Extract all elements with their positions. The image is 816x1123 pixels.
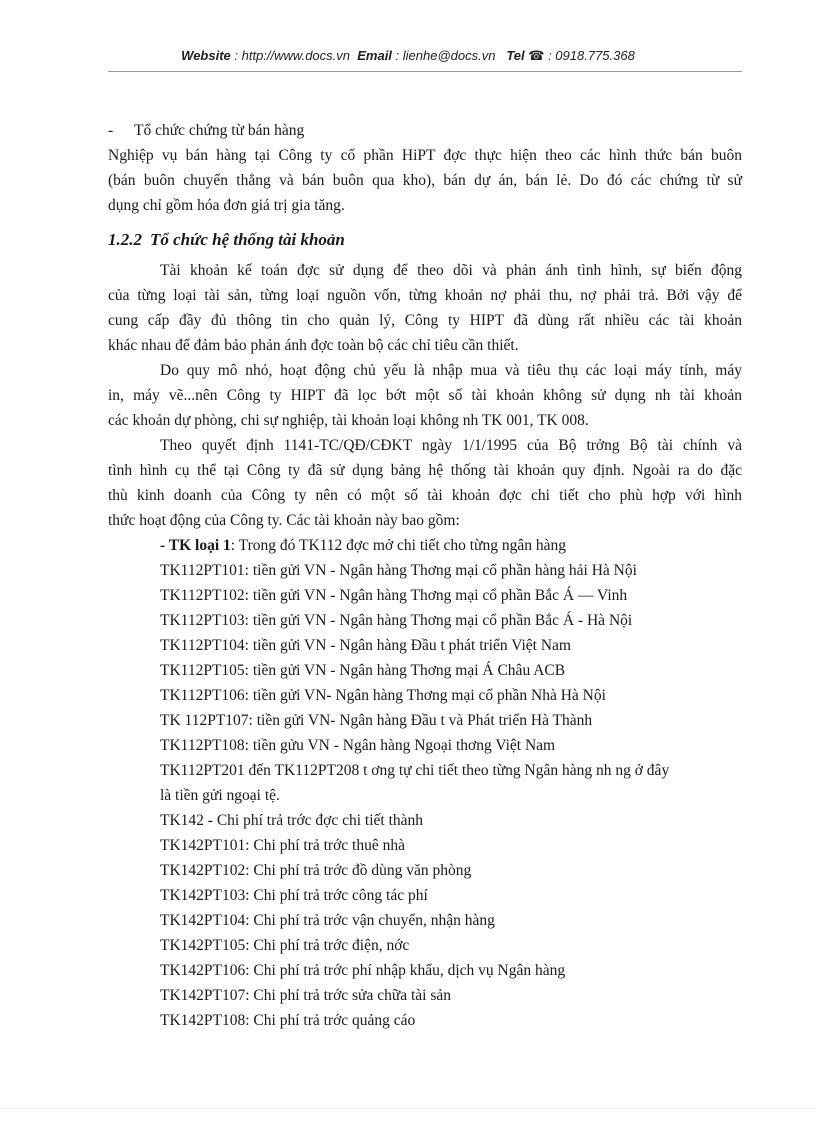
tk-type1-lead: - TK loại 1: [160, 537, 231, 554]
list-item: TK112PT103: tiền gửi VN - Ngân hàng Thơng mại cổ phần Bắc Á - Hà Nội: [160, 612, 633, 629]
paragraph-line: (bán buôn chuyển thẳng và bán buôn qua kho), bán dự án, bán lẻ. Do đó các chứng từ sử: [108, 172, 742, 189]
paragraph-line: của từng loại tài sản, từng loại nguồn vốn, từng khoản nợ phải thu, nợ phải trả. Bởi vậy để: [108, 287, 742, 304]
paragraph-sales-documents: [108, 143, 742, 218]
list-item: TK112PT105: tiền gửi VN - Ngân hàng Thơng mại Á Châu ACB: [160, 662, 566, 679]
paragraph-decision: [108, 433, 742, 533]
list-item: TK142PT108: Chi phí trả trớc quảng cáo: [160, 1012, 416, 1029]
tel-label: Tel: [506, 48, 525, 63]
tel-value: : 0918.775.368: [548, 48, 635, 63]
bullet-item: [108, 118, 742, 143]
phone-icon: ☎: [528, 48, 545, 63]
list-item: TK142PT103: Chi phí trả trớc công tác phí: [160, 887, 428, 904]
header-divider: [108, 71, 742, 72]
list-item: TK112PT101: tiền gửi VN - Ngân hàng Thơng mại cổ phần hàng hải Hà Nội: [160, 562, 637, 579]
list-item: TK142 - Chi phí trả trớc đợc chi tiết thành: [160, 812, 424, 829]
list-item: TK142PT105: Chi phí trả trớc điện, nớc: [160, 937, 410, 954]
page-header: [0, 48, 816, 64]
email-label: Email: [357, 48, 392, 63]
list-item: TK142PT107: Chi phí trả trớc sửa chữa tài sản: [160, 987, 452, 1004]
tk-type1-line: [108, 533, 742, 558]
document-body: [108, 118, 742, 1033]
paragraph-line: khác nhau để đảm bảo phản ánh đợc toàn bộ các chỉ tiêu cần thiết.: [108, 337, 519, 354]
list-item: TK 112PT107: tiền gửi VN- Ngân hàng Đầu t và Phát triển Hà Thành: [160, 712, 593, 729]
section-number: 1.2.2: [108, 230, 142, 249]
list-item: TK112PT108: tiền gửu VN - Ngân hàng Ngoại thơng Việt Nam: [160, 737, 556, 754]
list-item: TK142PT101: Chi phí trả trớc thuê nhà: [160, 837, 405, 854]
paragraph-line: tình hình cụ thể tại Công ty đã sử dụng bảng hệ thống tài khoản quy định. Ngoài ra do đặc: [108, 462, 742, 479]
paragraph-line: in, máy vẽ...nên Công ty HIPT đã lọc bớt một số tài khoản không sử dụng nh tài khoản: [108, 387, 742, 404]
section-title: Tổ chức hệ thống tài khoản: [150, 230, 345, 249]
paragraph-line: Nghiệp vụ bán hàng tại Công ty cổ phần HiPT đợc thực hiện theo các hình thức bán buôn: [108, 147, 742, 164]
email-value: : lienhe@docs.vn: [395, 48, 496, 63]
list-item: TK112PT106: tiền gửi VN- Ngân hàng Thơng mại cổ phần Nhà Hà Nội: [160, 687, 606, 704]
list-item: TK142PT102: Chi phí trả trớc đồ dùng văn phòng: [160, 862, 472, 879]
list-item: TK112PT201 đến TK112PT208 t ơng tự chi tiết theo từng Ngân hàng nh ng ở đây: [160, 762, 670, 779]
list-item: TK112PT102: tiền gửi VN - Ngân hàng Thơng mại cổ phần Bắc Á — Vinh: [160, 587, 628, 604]
paragraph-line: Theo quyết định 1141-TC/QĐ/CĐKT ngày 1/1/1995 của Bộ trởng Bộ tài chính và: [160, 437, 742, 454]
website-label: Website: [181, 48, 231, 63]
paragraph-line: Tài khoản kế toán đợc sử dụng để theo dõi và phản ánh tình hình, sự biến động: [160, 262, 742, 279]
bullet-dash: -: [108, 122, 114, 139]
list-item: TK142PT104: Chi phí trả trớc vận chuyển, nhận hàng: [160, 912, 495, 929]
paragraph-line: các khoản dự phòng, chi sự nghiệp, tài khoản loại không nh TK 001, TK 008.: [108, 412, 589, 429]
tk-type1-text: : Trong đó TK112 đợc mở chi tiết cho từng ngân hàng: [230, 537, 566, 554]
footer-divider: [0, 1108, 816, 1109]
paragraph-scale: [108, 358, 742, 433]
website-value: : http://www.docs.vn: [234, 48, 350, 63]
paragraph-line: thù kinh doanh của Công ty nên có một số tài khoản đợc chi tiết cho phù hợp với hình: [108, 487, 742, 504]
paragraph-line: cung cấp đầy đủ thông tin cho quản lý, Công ty HIPT đã dùng rất nhiều các tài khoản: [108, 312, 742, 329]
paragraph-line: thức hoạt động của Công ty. Các tài khoản này bao gồm:: [108, 512, 460, 529]
account-list: [108, 558, 742, 1033]
paragraph-line: dụng chỉ gồm hóa đơn giá trị gia tăng.: [108, 197, 345, 214]
paragraph-account-purpose: [108, 258, 742, 358]
list-item: là tiền gửi ngoại tệ.: [160, 787, 280, 804]
list-item: TK142PT106: Chi phí trả trớc phí nhập khẩu, dịch vụ Ngân hàng: [160, 962, 566, 979]
paragraph-line: Do quy mô nhỏ, hoạt động chủ yếu là nhập mua và tiêu thụ các loại máy tính, máy: [160, 362, 742, 379]
section-heading: [108, 227, 742, 253]
bullet-text: Tổ chức chứng từ bán hàng: [134, 122, 305, 139]
list-item: TK112PT104: tiền gửi VN - Ngân hàng Đầu t phát triển Việt Nam: [160, 637, 571, 654]
